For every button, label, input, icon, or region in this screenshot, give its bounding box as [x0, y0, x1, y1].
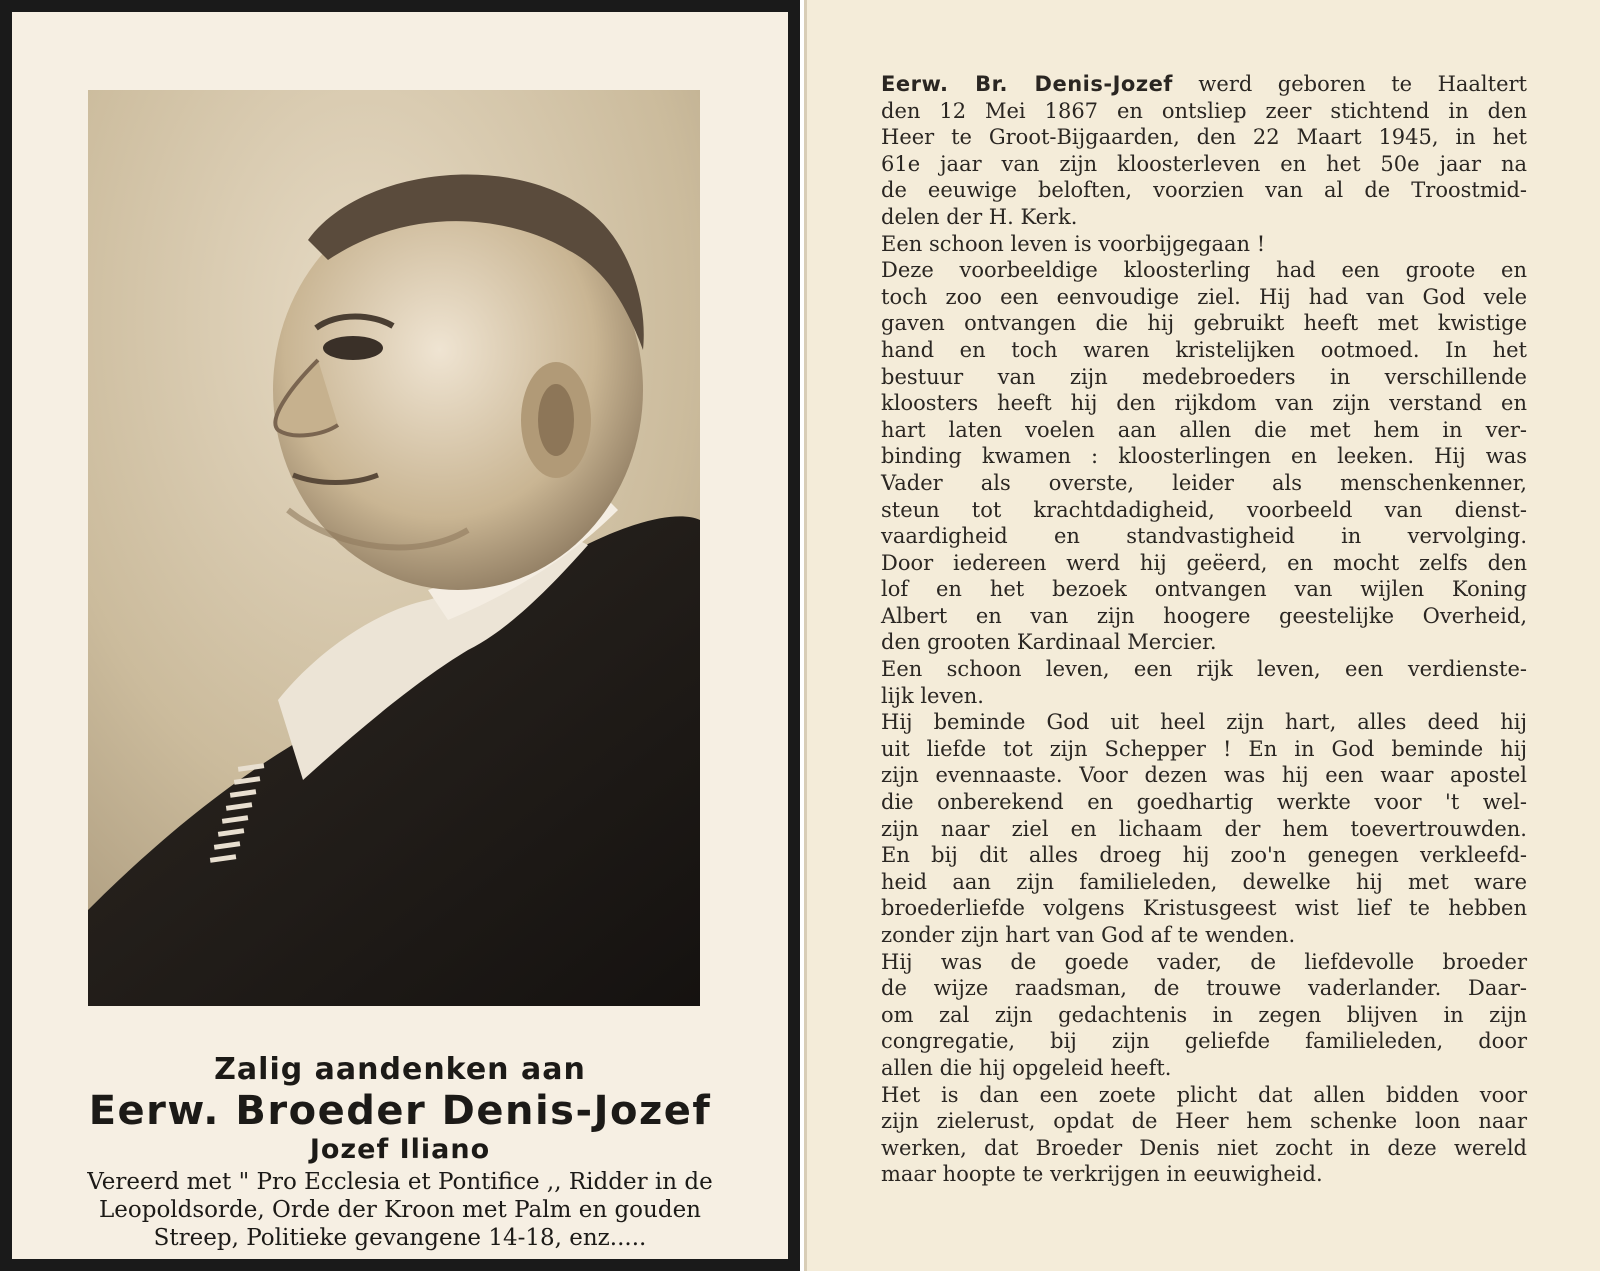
bio-line: zonder zijn hart van God af te wenden.: [881, 923, 1296, 947]
memorial-text: [12, 1052, 788, 1252]
bio-line: werken, dat Broeder Denis niet zocht in deze wereld: [881, 1135, 1527, 1160]
bio-line-text: werd geboren te Haaltert: [1172, 72, 1527, 96]
bio-line: lijk leven.: [881, 683, 984, 708]
bio-line: den grooten Kardinaal Mercier.: [881, 630, 1217, 655]
bio-line: uit liefde tot zijn Schepper ! En in God beminde hij: [881, 736, 1527, 761]
bio-line: Deze voorbeeldige kloosterling had een groote en: [881, 258, 1527, 283]
bio-line: zijn naar ziel en lichaam der hem toevertrouwden.: [881, 816, 1527, 841]
bio-line: Albert en van zijn hoogere geestelijke Overheid,: [881, 603, 1527, 628]
honors-line: Vereerd met " Pro Ecclesia et Pontifice ,, Ridder in de: [87, 1169, 713, 1195]
honors-line: Leopoldsorde, Orde der Kroon met Palm en gouden: [99, 1197, 701, 1223]
bio-line: Vader als overste, leider als menschenkenner,: [881, 470, 1527, 495]
bio-line-first: [881, 71, 1527, 98]
bio-line: de eeuwige beloften, voorzien van al de Troostmid-: [881, 178, 1527, 203]
bio-line: gaven ontvangen die hij gebruikt heeft met kwistige: [881, 311, 1527, 336]
bio-line: congregatie, bij zijn geliefde familieleden, door: [881, 1029, 1527, 1054]
bio-line: Het is dan een zoete plicht dat allen bidden voor: [881, 1082, 1527, 1107]
bio-line: lof en het bezoek ontvangen van wijlen Koning: [881, 577, 1527, 602]
bio-line: binding kwamen : kloosterlingen en leeken. Hij was: [881, 444, 1527, 469]
portrait-illustration: [88, 90, 700, 1006]
bio-line: kloosters heeft hij den rijkdom van zijn verstand en: [881, 391, 1527, 416]
memorial-card-back: [804, 0, 1600, 1271]
bio-line: zijn zielerust, opdat de Heer hem schenke loon naar: [881, 1109, 1527, 1134]
bio-line: allen die hij opgeleid heeft.: [881, 1055, 1172, 1080]
honors-line: Streep, Politieke gevangene 14-18, enz.....: [153, 1225, 647, 1251]
bio-line: vaardigheid en standvastigheid in vervolging.: [881, 524, 1527, 549]
portrait-photo: [88, 90, 700, 1006]
bio-line: Een schoon leven, een rijk leven, een verdienste-: [881, 657, 1527, 682]
bio-line: Hij was de goede vader, de liefdevolle broeder: [881, 949, 1527, 974]
bio-line: Door iedereen werd hij geëerd, en mocht zelfs den: [881, 550, 1527, 575]
bio-line: steun tot krachtdadigheid, voorbeeld van dienst-: [881, 497, 1527, 522]
bio-line: die onberekend en goedhartig werkte voor 't wel-: [881, 790, 1527, 815]
bio-line: hart laten voelen aan allen die met hem in ver-: [881, 417, 1527, 442]
bio-line: Heer te Groot-Bijgaarden, den 22 Maart 1945, in het: [881, 125, 1527, 150]
memorial-heading: Zalig aandenken aan: [214, 1052, 586, 1087]
bio-line: den 12 Mei 1867 en ontsliep zeer stichtend in den: [881, 98, 1527, 123]
memorial-civil-name: Jozef Iliano: [309, 1134, 491, 1165]
bio-line: zijn evennaaste. Voor dezen was hij een waar apostel: [881, 763, 1527, 788]
bio-line: Hij beminde God uit heel zijn hart, alles deed hij: [881, 710, 1527, 735]
biography-text: [881, 71, 1527, 1188]
memorial-name: Eerw. Broeder Denis-Jozef: [88, 1088, 712, 1134]
bio-line: Een schoon leven is voorbijgegaan !: [881, 231, 1266, 256]
bio-line: bestuur van zijn medebroeders in verschillende: [881, 364, 1527, 389]
memorial-honors: [12, 1168, 788, 1252]
bio-line: om zal zijn gedachtenis in zegen blijven in zijn: [881, 1002, 1527, 1027]
bio-line: En bij dit alles droeg hij zoo'n genegen verkleefd-: [881, 843, 1527, 868]
bio-line: broederliefde volgens Kristusgeest wist lief te hebben: [881, 896, 1527, 921]
bio-line: hand en toch waren kristelijken ootmoed. In het: [881, 337, 1527, 362]
bio-line: delen der H. Kerk.: [881, 204, 1078, 229]
bio-line: maar hoopte te verkrijgen in eeuwigheid.: [881, 1162, 1323, 1187]
bio-line: heid aan zijn familieleden, dewelke hij met ware: [881, 869, 1527, 894]
bio-lead: Eerw. Br. Denis-Jozef: [881, 72, 1173, 96]
bio-line: de wijze raadsman, de trouwe vaderlander. Daar-: [881, 976, 1527, 1001]
bio-line: 61e jaar van zijn kloosterleven en het 50e jaar na: [881, 151, 1527, 176]
bio-line: toch zoo een eenvoudige ziel. Hij had van God vele: [881, 284, 1527, 309]
